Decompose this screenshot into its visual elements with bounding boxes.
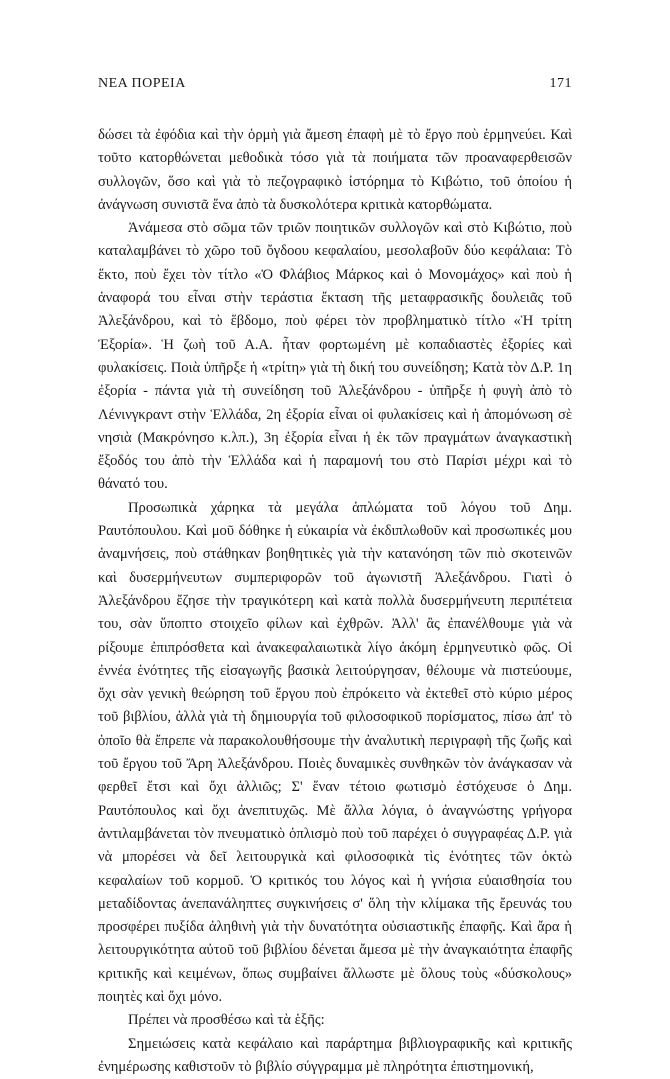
running-head xyxy=(98,76,572,92)
body-text xyxy=(98,124,572,1079)
journal-title: ΝΕΑ ΠΟΡΕΙΑ xyxy=(98,76,186,91)
page-number: 171 xyxy=(549,76,572,91)
paragraph-2: Ἀνάμεσα στὸ σῶμα τῶν τριῶν ποιητικῶν συλλογῶν καὶ στὸ Κιβώτιο, ποὺ καταλαμβάνει τὸ χῶρο τοῦ ὄγδοου κεφαλαίου, μεσολαβοῦν δύο κεφάλαια: Τὸ ἕκτο, ποὺ ἔχει τὸν τίτλο «Ὁ Φλάβιος Μάρκος καὶ ὁ Μονομάχος» καὶ ποὺ ἡ ἀναφορά του εἶναι στὴν τεράστια ἔκταση τῆς μεταφρασικῆς δουλειᾶς τοῦ Ἀλεξάνδρου, καὶ τὸ ἕβδομο, ποὺ φέρει τὸν προβληματικὸ τίτλο «Ἡ τρίτη Ἐξορία». Ἡ ζωὴ τοῦ Α.Α. ἦταν φορτωμένη μὲ κοπαδιαστὲς ἐξορίες καὶ φυλακίσεις. Ποιὰ ὑπῆρξε ἡ «τρίτη» γιὰ τὴ δική του συνείδηση; Κατὰ τὸν Δ.Ρ. 1η ἐξορία - πάντα γιὰ τὴ συνείδηση τοῦ Ἀλεξάνδρου - ὑπῆρξε ἡ φυγὴ ἀπὸ τὸ Λένινγκραντ στὴν Ἑλλάδα, 2η ἐξορία εἶναι οἱ φυλακίσεις καὶ ἡ ἀπομόνωση σὲ νησιὰ (Μακρόνησο κ.λπ.), 3η ἐξορία εἶναι ἡ ἐκ τῶν πραγμάτων ἀναγκαστικὴ ἔξοδός του ἀπὸ τὴν Ἑλλάδα καὶ ἡ παραμονή του στὸ Παρίσι μέχρι καὶ τὸ θάνατό του. xyxy=(98,220,572,493)
paragraph-3: Προσωπικὰ χάρηκα τὰ μεγάλα ἁπλώματα τοῦ λόγου τοῦ Δημ. Ραυτόπουλου. Καὶ μοῦ δόθηκε ἡ εὐκαιρία νὰ ἐκδιπλωθοῦν καὶ προσωπικές μου ἀναμνήσεις, ποὺ στάθηκαν βοηθητικὲς γιὰ τὴν κατανόηση τῶν πιὸ σκοτεινῶν καὶ δυσερμήνευτων συμπεριφορῶν τοῦ ἀγωνιστῆ Ἀλεξάνδρου. Γιατὶ ὁ Ἀλεξάνδρου ἔζησε τὴν τραγικότερη καὶ κατὰ πολλὰ δυσερμήνευτη περιπέτεια του, σὰν ὕποπτο στοιχεῖο φίλων καὶ ἐχθρῶν. Ἀλλ' ἂς ἐπανέλθουμε γιὰ νὰ ρίξουμε ἐπιπρόσθετα καὶ ἀνακεφαλαιωτικὰ λίγο ἀκόμη ἑρμηνευτικὸ φῶς. Οἱ ἐννέα ἑνότητες τῆς εἰσαγωγῆς βασικὰ λειτούργησαν, θέλουμε νὰ πιστεύουμε, ὄχι σὰν γενικὴ θεώρηση τοῦ ἔργου ποὺ ἐπρόκειτο νὰ ἐκτεθεῖ στὸ κύριο μέρος τοῦ βιβλίου, ἀλλὰ γιὰ τὴ δημιουργία τοῦ φιλοσοφικοῦ πορίσματος, πίσω ἀπ' τὸ ὁποῖο θὰ ἔπρεπε νὰ παρακολουθήσουμε τὴν ἀναλυτικὴ περιγραφὴ τῆς ζωῆς καὶ τοῦ ἔργου τοῦ Ἄρη Ἀλεξάνδρου. Ποιὲς δυναμικὲς συνθηκῶν τὸν ἀνάγκασαν νὰ φερθεῖ ἔτσι καὶ ὄχι ἀλλιῶς; Σ' ἕναν τέτοιο φωτισμὸ ἐστόχευσε ὁ Δημ. Ραυτόπουλος καὶ ὄχι ἀνεπιτυχῶς. Μὲ ἄλλα λόγια, ὁ ἀναγνώστης γρήγορα ἀντιλαμβάνεται τὸν πνευματικὸ ὁπλισμὸ ποὺ τοῦ παρέχει ὁ συγγραφέας Δ.Ρ. γιὰ νὰ μπορέσει νὰ δεῖ λειτουργικὰ καὶ φιλοσοφικὰ τὶς ἑνότητες τῶν ὀκτὼ κεφαλαίων τοῦ κορμοῦ. Ὁ κριτικός του λόγος καὶ ἡ γνήσια εὐαισθησία του μεταδίδοντας ἀνεπανάληπτες συγκινήσεις σ' ὅλη τὴν κλίμακα τῆς ἔρευνάς του προσφέρει πυξίδα ἀληθινὴ γιὰ τὴν δυνατότητα οὐσιαστικῆς ἐπαφῆς. Καὶ ἄρα ἡ λειτουργικότητα αὐτοῦ τοῦ βιβλίου δένεται ἄμεσα μὲ τὴν ἀναγκαιότητα ἐπαφῆς κριτικῆς καὶ κειμένων, ὅπως συμβαίνει ἄλλωστε μὲ ὅλους τοὺς «δύσκολους» ποιητὲς καὶ ὄχι μόνο. xyxy=(98,499,572,1005)
paragraph-4: Πρέπει νὰ προσθέσω καὶ τὰ ἑξῆς: xyxy=(128,1012,325,1029)
paragraph-5: Σημειώσεις κατὰ κεφάλαιο καὶ παράρτημα βιβλιογραφικῆς καὶ κριτικῆς ἐνημέρωσης καθιστοῦν τὸ βιβλίο σύγγραμμα μὲ πληρότητα ἐπιστημονική, xyxy=(98,1035,572,1075)
paragraph-1: δώσει τὰ ἐφόδια καὶ τὴν ὁρμὴ γιὰ ἄμεση ἐπαφὴ μὲ τὸ ἔργο ποὺ ἑρμηνεύει. Καὶ τοῦτο κατορθώνεται μεθοδικὰ τόσο γιὰ τὰ ποιήματα τῶν προαναφερθεισῶν συλλογῶν, ὅσο καὶ γιὰ τὸ πεζογραφικὸ ἰστόρημα τὸ Κιβώτιο, τοῦ ὁποίου ἡ ἀνάγνωση συνιστᾶ ἕνα ἀπὸ τὰ δυσκολότερα κριτικὰ κατορθώματα. xyxy=(98,127,572,213)
